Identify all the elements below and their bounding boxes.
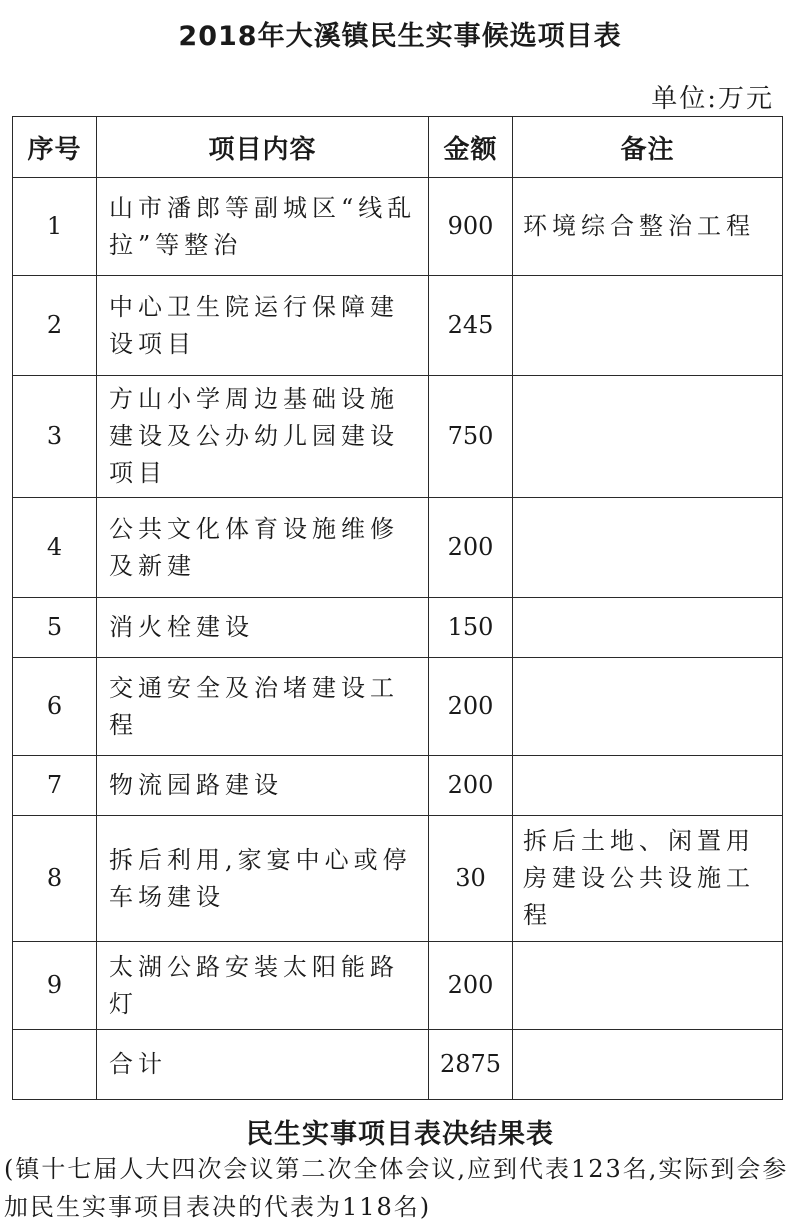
table-row [13,498,783,598]
unit-label: 单位:万元 [651,84,774,114]
table-row [13,816,783,942]
table-row [13,598,783,658]
row-note [513,498,783,598]
table-row [13,658,783,756]
row-amount: 30 [429,816,513,942]
row-content: 方山小学周边基础设施建设及公办幼儿园建设项目 [97,376,429,498]
section-subtitle: 民生实事项目表决结果表 [246,1119,554,1150]
row-amount: 200 [429,498,513,598]
row-amount: 900 [429,178,513,276]
header-note: 备注 [513,117,783,178]
row-amount: 200 [429,942,513,1030]
table-row [13,756,783,816]
row-note [513,598,783,658]
row-content: 公共文化体育设施维修及新建 [97,498,429,598]
row-no: 5 [13,598,97,658]
page-title: 2018年大溪镇民生实事候选项目表 [178,21,622,52]
total-no [13,1030,97,1100]
header-amount: 金额 [429,117,513,178]
row-amount: 200 [429,756,513,816]
row-note [513,276,783,376]
header-content: 项目内容 [97,117,429,178]
row-amount: 245 [429,276,513,376]
row-amount: 150 [429,598,513,658]
row-no: 9 [13,942,97,1030]
row-content: 拆后利用,家宴中心或停车场建设 [97,816,429,942]
row-no: 2 [13,276,97,376]
table-header-row [13,117,783,178]
row-amount: 750 [429,376,513,498]
header-no: 序号 [13,117,97,178]
row-no: 6 [13,658,97,756]
footnote: (镇十七届人大四次会议第二次全体会议,应到代表123名,实际到会参加民生实事项目表决的代表为118名) [4,1155,789,1221]
row-note [513,942,783,1030]
table-row [13,276,783,376]
total-label: 合计 [97,1030,429,1100]
row-content: 山市潘郎等副城区“线乱拉”等整治 [97,178,429,276]
row-note [513,376,783,498]
total-note [513,1030,783,1100]
table-row [13,178,783,276]
table-total-row [13,1030,783,1100]
row-no: 8 [13,816,97,942]
table-row [13,376,783,498]
row-note [513,756,783,816]
total-amount: 2875 [429,1030,513,1100]
row-no: 4 [13,498,97,598]
row-content: 中心卫生院运行保障建设项目 [97,276,429,376]
project-table [12,116,783,1100]
row-note: 拆后土地、闲置用房建设公共设施工程 [513,816,783,942]
row-note [513,658,783,756]
row-note: 环境综合整治工程 [513,178,783,276]
row-content: 物流园路建设 [97,756,429,816]
row-no: 7 [13,756,97,816]
row-content: 消火栓建设 [97,598,429,658]
row-content: 太湖公路安装太阳能路灯 [97,942,429,1030]
row-no: 1 [13,178,97,276]
row-content: 交通安全及治堵建设工程 [97,658,429,756]
row-amount: 200 [429,658,513,756]
row-no: 3 [13,376,97,498]
table-row [13,942,783,1030]
